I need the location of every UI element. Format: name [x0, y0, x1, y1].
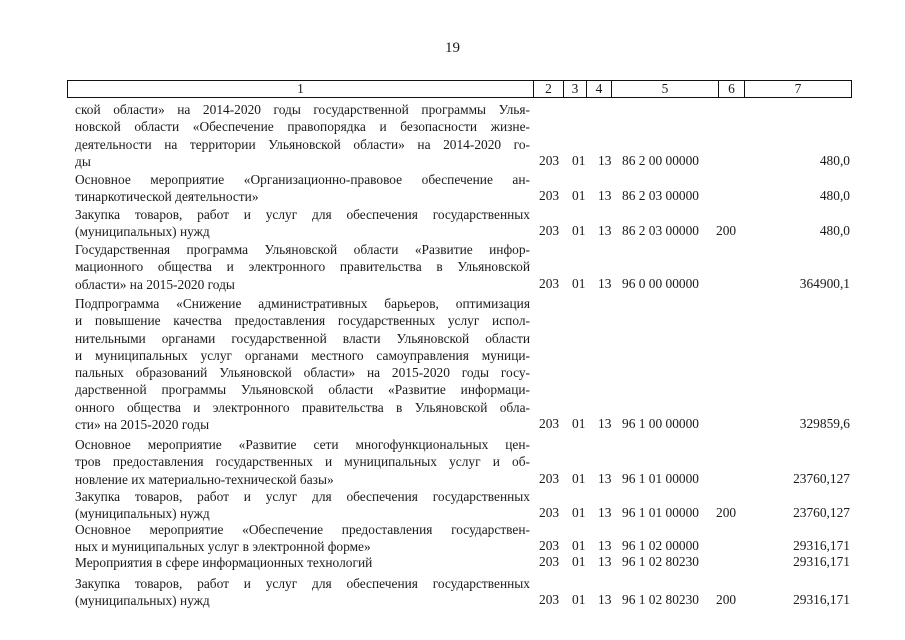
row-name-line: Государственная программа Ульяновской области «Развитие инфор-	[75, 242, 530, 257]
page-number: 19	[445, 40, 460, 56]
code-4: 13	[598, 505, 612, 520]
row-name-line: мационного общества и электронного правительства в Ульяновской	[75, 259, 530, 275]
code-4: 13	[598, 592, 612, 607]
row-name-line: Закупка товаров, работ и услуг для обеспечения государственных	[75, 207, 530, 222]
header-col-7: 7	[744, 80, 852, 98]
row-name-line: Подпрограмма «Снижение административных барьеров, оптимизация	[75, 296, 530, 311]
code-2: 203	[539, 188, 560, 203]
code-3: 01	[572, 592, 586, 607]
code-4: 13	[598, 538, 612, 553]
row-name-line: и муниципальных услуг органами местного самоуправления муници-	[75, 347, 530, 363]
code-2: 203	[539, 276, 560, 291]
code-2: 203	[539, 592, 560, 607]
header-col-4: 4	[586, 80, 612, 98]
code-2: 203	[539, 554, 560, 569]
amount: 29316,171	[793, 538, 850, 553]
code-4: 13	[598, 223, 612, 238]
code-6: 200	[716, 505, 737, 520]
row-name-line: Основное мероприятие «Обеспечение предоставления государствен-	[75, 522, 530, 537]
code-6: 200	[716, 223, 737, 238]
row-name-line: ды	[75, 153, 91, 169]
row-name-line: и повышение качества предоставления государственных услуг испол-	[75, 313, 530, 329]
row-name-line: ных и муниципальных услуг в электронной форме»	[75, 539, 371, 555]
row-name-line: нительными органами государственной власти Ульяновской области	[75, 330, 530, 346]
row-name-line: новской области «Обеспечение правопорядка и безопасности жизне-	[75, 119, 530, 135]
row-name-line: тров предоставления государственных и муниципальных услуг и об-	[75, 454, 530, 470]
row-name-line: сти» на 2015-2020 годы	[75, 417, 210, 433]
amount: 29316,171	[793, 592, 850, 607]
code-5: 86 2 00 00000	[622, 153, 699, 168]
code-4: 13	[598, 471, 612, 486]
code-3: 01	[572, 416, 586, 431]
row-name-line: новление их материально-технической базы»	[75, 471, 334, 487]
row-name-line: (муниципальных) нужд	[75, 506, 210, 522]
code-4: 13	[598, 153, 612, 168]
code-6: 200	[716, 592, 737, 607]
code-5: 86 2 03 00000	[622, 188, 699, 203]
code-3: 01	[572, 223, 586, 238]
code-4: 13	[598, 416, 612, 431]
code-3: 01	[572, 471, 586, 486]
row-name	[75, 295, 530, 433]
row-name	[75, 575, 530, 610]
row-name	[75, 241, 530, 293]
code-3: 01	[572, 505, 586, 520]
row-name-line: тинаркотической деятельности»	[75, 189, 259, 205]
row-name	[75, 101, 530, 170]
code-5: 96 0 00 00000	[622, 276, 699, 291]
row-name-line: (муниципальных) нужд	[75, 593, 210, 609]
row-name-line: деятельности на территории Ульяновской области» на 2014-2020 го-	[75, 136, 530, 152]
code-2: 203	[539, 505, 560, 520]
amount: 480,0	[819, 188, 850, 203]
amount: 480,0	[819, 223, 850, 238]
code-2: 203	[539, 223, 560, 238]
code-5: 96 1 01 00000	[622, 471, 699, 486]
amount: 23760,127	[793, 471, 850, 486]
row-name-line: Основное мероприятие «Развитие сети многофункциональных цен-	[75, 437, 530, 452]
code-3: 01	[572, 554, 586, 569]
header-col-6: 6	[718, 80, 745, 98]
code-5: 96 1 02 80230	[622, 592, 699, 607]
code-4: 13	[598, 188, 612, 203]
code-4: 13	[598, 276, 612, 291]
row-name-line: пальных образований Ульяновской области» на 2015-2020 годы госу-	[75, 365, 530, 381]
amount: 364900,1	[799, 276, 850, 291]
code-2: 203	[539, 153, 560, 168]
code-2: 203	[539, 538, 560, 553]
header-col-5: 5	[611, 80, 719, 98]
code-5: 96 1 02 00000	[622, 538, 699, 553]
row-name	[75, 171, 530, 206]
row-name-line: (муниципальных) нужд	[75, 224, 210, 240]
row-name	[75, 436, 530, 488]
amount: 480,0	[819, 153, 850, 168]
row-name	[75, 488, 530, 523]
header-col-2: 2	[533, 80, 564, 98]
code-5: 96 1 00 00000	[622, 416, 699, 431]
row-name-line: онного общества и электронного правительства в Ульяновской обла-	[75, 399, 530, 415]
code-5: 96 1 01 00000	[622, 505, 699, 520]
row-name-line: Закупка товаров, работ и услуг для обеспечения государственных	[75, 489, 530, 504]
amount: 329859,6	[799, 416, 850, 431]
amount: 29316,171	[793, 554, 850, 569]
header-col-1: 1	[67, 80, 534, 98]
row-name-line: Мероприятия в сфере информационных технологий	[75, 555, 373, 570]
amount: 23760,127	[793, 505, 850, 520]
header-col-3: 3	[563, 80, 587, 98]
code-3: 01	[572, 276, 586, 291]
code-2: 203	[539, 416, 560, 431]
row-name	[75, 206, 530, 241]
code-4: 13	[598, 554, 612, 569]
code-5: 96 1 02 80230	[622, 554, 699, 569]
table-header	[67, 80, 850, 98]
row-name-line: ской области» на 2014-2020 годы государственной программы Улья-	[75, 102, 530, 117]
row-name	[75, 554, 530, 571]
code-3: 01	[572, 188, 586, 203]
code-3: 01	[572, 153, 586, 168]
row-name-line: Основное мероприятие «Организационно-правовое обеспечение ан-	[75, 172, 530, 187]
row-name-line: дарственной программы Ульяновской области «Развитие информаци-	[75, 382, 530, 398]
row-name-line: области» на 2015-2020 годы	[75, 276, 235, 292]
row-name	[75, 521, 530, 556]
code-3: 01	[572, 538, 586, 553]
row-name-line: Закупка товаров, работ и услуг для обеспечения государственных	[75, 576, 530, 591]
code-2: 203	[539, 471, 560, 486]
code-5: 86 2 03 00000	[622, 223, 699, 238]
